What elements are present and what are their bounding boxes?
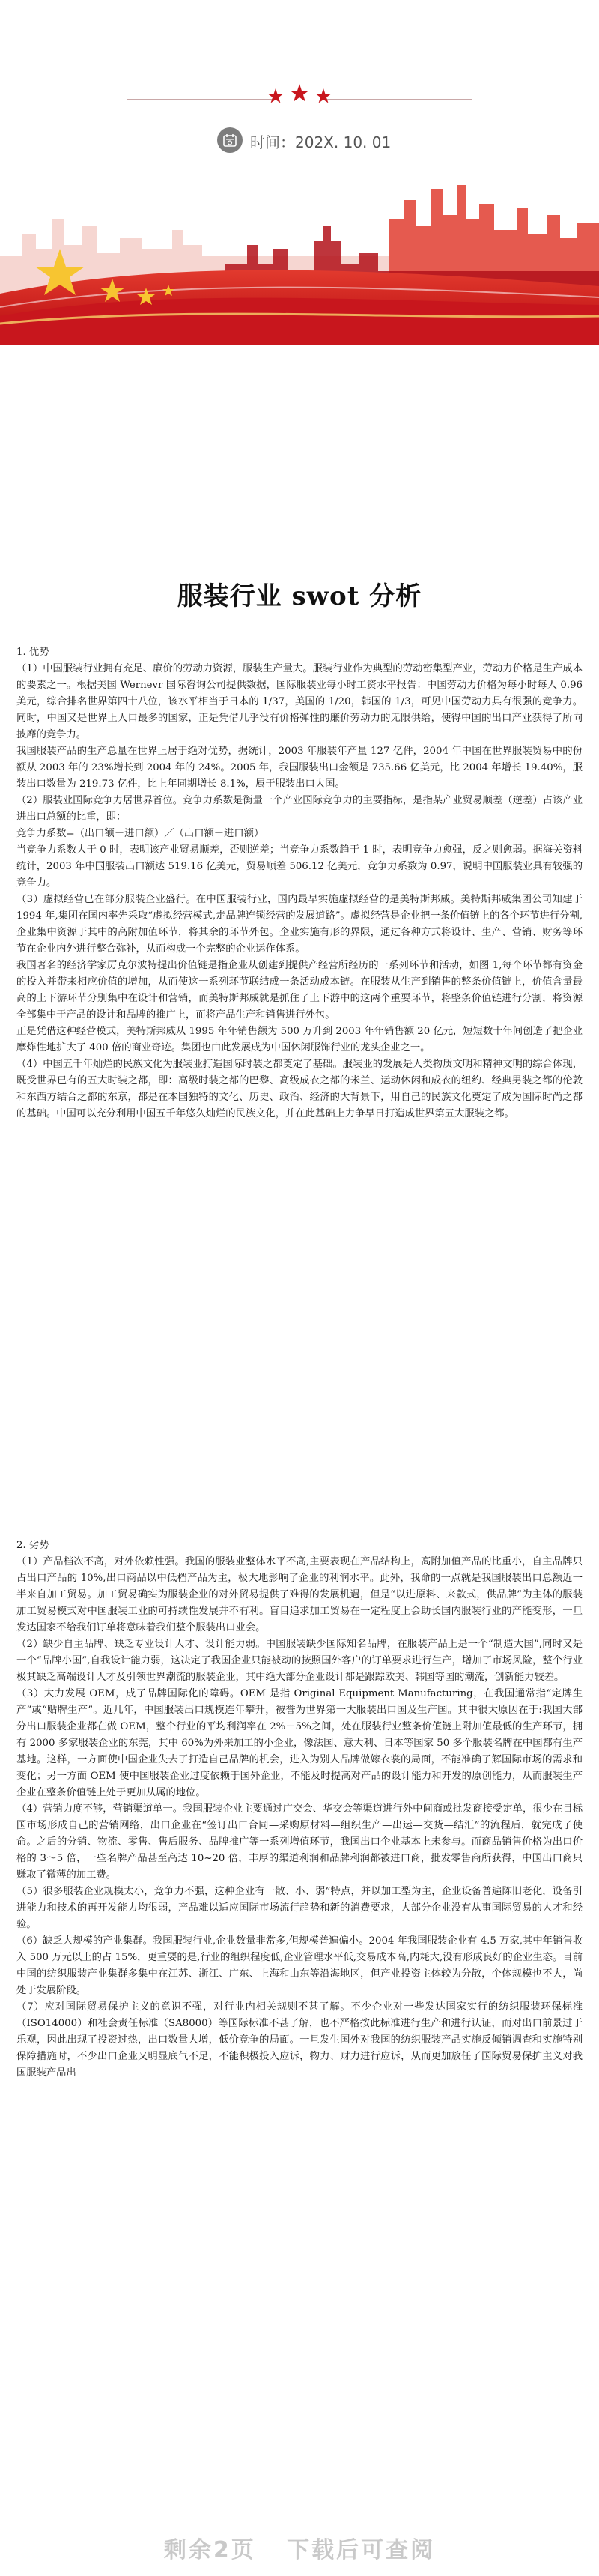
red-city-banner <box>0 174 599 345</box>
page-header <box>0 0 599 345</box>
paragraph: 正是凭借这种经营模式，美特斯邦威从 1995 年年销售额为 500 万升到 2003 年年销售额 20 亿元，短短数十年间创造了把企业摩炸性地扩大了 400 倍的商业奇迹。集团也由此发展成为中国休闲服饰行业的龙头企业之一。 <box>16 1026 583 1053</box>
paragraph: 我国著名的经济学家厉克尔波特提出价值链是指企业从创建到提供产经营所经历的一系列环节和活动，如图 1,每个环节都有资金的投入并带来相应价值的增加，从而使这一系列环节联结成一条活动成本链。在服装从生产到销售的整条价值链上，价值含量最高的上下游环节分别集中在设计和营销，而美特斯邦威就是抓住了上下游中的这两个重要环节，将整条价值链进行分割，将资源全部集中于产品的设计和品牌的推广上，而将产品生产和销售进行外包。 <box>16 960 583 1021</box>
download-watermark[interactable] <box>0 2531 599 2564</box>
section-strengths <box>16 644 583 1122</box>
paragraph: （3）虚拟经营已在部分服装企业盛行。在中国服装行业，国内最早实施虚拟经营的是美特斯邦威。美特斯邦威集团公司知建于 1994 年,集团在国内率先采取“虚拟经营模式,走品牌连锁经营的发展道路”。虚拟经营是企业把一条价值链上的各个环节进行分割,企业集中资源于其中的高附加值环节，将其余的环节外包。企业实施有形的界限，通过各种方式将设计、生产、营销、财务等环节在企业内外进行整合弥补，从而构成一个完整的企业运作体系。 <box>16 894 583 955</box>
article-title: 服装行业 swot 分析 <box>177 581 422 611</box>
download-to-view-label: 下载后可查阅 <box>287 2537 436 2563</box>
three-stars-icon <box>266 84 333 111</box>
calendar-clock-icon <box>217 127 243 153</box>
paragraph: （4）营销力度不够，营销渠道单一。我国服装企业主要通过广交会、华交会等渠道进行外中间商或批发商接受定单，很少在目标国市场形成自己的营销网络，出口企业在“签订出口合同—采购原材料—组织生产—出运—交货—结汇”的流程后，就完成了使命。之后的分销、物流、零售、售后服务、品牌推广等一系列增值环节，我国出口企业基本上未参与。而商品销售价格为出口价格的 3～5 倍，一些名牌产品甚至高达 10~20 倍，丰厚的渠道利润和品牌利润都被进口商，批发零售商所获得，中国出口商只赚取了微薄的加工费。 <box>16 1803 583 1881</box>
header-divider-right <box>322 99 472 100</box>
paragraph: （6）缺乏大规模的产业集群。我国服装行业,企业数量非常多,但规模普遍偏小。2004 年我国服装企业有 4.5 万家,其中年销售收入 500 万元以上的占 15%，更重要的是,行业的组织程度低,企业管理水平低,交易成本高,内耗大,没有形成良好的企业生态。目前中国的纺织服装产业集群多集中在江苏、浙江、广东、上海和山东等沿海地区，但产业投资主体较为分散，个体规模也不大，尚处于发展阶段。 <box>16 1935 583 1996</box>
paragraph: （2）缺少自主品牌、缺乏专业设计人才、设计能力弱。中国服装缺少国际知名品牌，在服装产品上是一个“制造大国”,同时又是一个“品牌小国”,自我设计能力弱，这决定了我国企业只能被动的按照国外客户的订单要求进行生产，增加了市场风险，整个行业极其缺乏高端设计人才及引领世界潮流的服装企业，其中绝大部分企业设计都是跟踪欧美、韩国等国的潮流，创新能力较差。 <box>16 1639 583 1683</box>
paragraph: 当竞争力系数大于 0 时，表明该产业贸易顺差，否则逆差；当竞争力系数趋于 1 时，表明竞争力愈强，反之则愈弱。据海关资料统计，2003 年中国服装出口额达 519.16 亿美元，贸易顺差 506.12 亿美元，竞争力系数为 0.97，说明中国服装业具有较强的竞争力。 <box>16 844 583 889</box>
formula: 竞争力系数=（出口额－进口额）／（出口额＋进口额） <box>16 828 264 839</box>
section-heading: 2. 劣势 <box>16 1540 49 1551</box>
paragraph: （5）很多服装企业规模太小，竞争力不强，这种企业有一散、小、弱”特点，并以加工型为主，企业设备普遍陈旧老化，设备引进能力和技术的再开发能力均很弱，产品难以适应国际市场流行趋势和新的消费要求，大部分企业没有从事国际贸易的人才和经验。 <box>16 1886 583 1930</box>
paragraph: （7）应对国际贸易保护主义的意识不强，对行业内相关规则不甚了解。不少企业对一些发达国家实行的纺织服装环保标准（ISO14000）和社会责任标准（SA8000）等国际标准不甚了解，也不严格按此标准进行生产和进行认证，而对出口前景过于乐观，因此出现了投资过热，出口数量大增，低价竞争的局面。一旦发生国外对我国的纺织服装产品实施反倾销调查和实施特别保障措施时，不少出口企业又明显底气不足，不能积极投入应诉，物力、财力进行应诉，从而更加放任了国际贸易保护主义对我国服装产品出 <box>16 2001 583 2078</box>
publish-time: 时间：202X. 10. 01 <box>250 133 392 151</box>
paragraph: （2）服装业国际竞争力居世界首位。竞争力系数是衡量一个产业国际竞争力的主要指标，是指某产业贸易顺差（逆差）占该产业进出口总额的比重，即： <box>16 795 583 823</box>
paragraph: 我国服装产品的生产总量在世界上居于绝对优势，据统计，2003 年服装年产量 127 亿件，2004 年中国在世界服装贸易中的份额从 2003 年的 23%增长到 2004 年的 24%。2005 年，我国服装出口金额是 735.66 亿美元，比 2004 年增长 19.40%，服装出口数量为 219.73 亿件，比上年同期增长 8.1%，属于服装出口大国。 <box>16 746 583 790</box>
paragraph: （1）中国服装行业拥有充足、廉价的劳动力资源，服装生产量大。服装行业作为典型的劳动密集型产业，劳动力价格是生产成本的要素之一。根据美国 Wernevr 国际咨询公司提供数据，国际服装业每小时工资水平报告：中国劳动力价格为每小时每人 0.96 美元，综合排名世界第四十八位，该水平相当于日本的 1/37，美国的 1/20，韩国的 1/3，可见中国劳动力具有很强的竞争力。同时，中国又是世界上人口最多的国家，正是凭借几乎没有价格弹性的廉价劳动力的无限供给，使得中国的出口产业获得了所向披靡的竞争力。 <box>16 663 583 740</box>
section-heading: 1. 优势 <box>16 647 49 658</box>
paragraph: （4）中国五千年灿烂的民族文化为服装业打造国际时装之都奠定了基础。服装业的发展是人类物质文明和精神文明的综合体现，既受世界已有的五大时装之都，即：高级时装之都的巴黎、高级成衣之都的米兰、运动休闲和成衣的纽约、经典男装之都的伦敦和东西方结合之都的东京，都是在本国独特的文化、历史、政治、经济的大背景下，用自己的民族文化奠定了成为国际时尚之都的基础。中国可以充分利用中国五千年悠久灿烂的民族文化，并在此基础上力争早日打造成世界第五大服装之都。 <box>16 1059 583 1119</box>
header-divider-left <box>127 99 277 100</box>
section-weaknesses <box>16 1538 583 2081</box>
paragraph: （3）大力发展 OEM，成了品牌国际化的障碍。OEM 是指 Original Equipment Manufacturing，在我国通常指“定牌生产”或“贴牌生产”。近几年，中国服装出口规模连年攀升，被誉为世界第一大服装出口国及生产国。其中很大原因在于:我国大部分出口服装企业都在做 OEM，整个行业的平均利润率在 2%－5%之间，处在服装行业整条价值链上附加值最低的生产环节，拥有 2000 多家服装企业的东莞，其中 60%为外来加工的小企业，像法国、意大利、日本等国家 50 多个服装名牌在中国都有生产基地。这样，一方面使中国企业失去了打造自己品牌的机会，进入为别人品牌做嫁衣裳的局面，不能准确了解国际市场的需求和变化；另一方面 OEM 使中国服装企业过度依赖于国外企业，不能及时提高对产品的设计能力和开发的原创能力，从而服装生产企业在整条价值链上处于更加从属的地位。 <box>16 1688 583 1798</box>
remaining-pages-label: 剩余2页 <box>163 2537 256 2563</box>
paragraph: （1）产品档次不高，对外依赖性强。我国的服装业整体水平不高,主要表现在产品结构上，高附加值产品的比重小，自主品牌只占出口产品的 10%,出口商品以中低档产品为主，极大地影响了企业的利润水平。此外，我命的一点就是我国服装出口总额近一半来自加工贸易。加工贸易确实为服装企业的对外贸易提供了难得的发展机遇，但是“以进原料、来款式，供品牌”为主体的服装加工贸易模式对中国服装工业的可持续性发展并不有利。盲目追求加工贸易在一定程度上会助长国内服装行业的产能变形，一旦发达国家不给我们订单将意味着我们整个服装出口业会。 <box>16 1556 583 1633</box>
